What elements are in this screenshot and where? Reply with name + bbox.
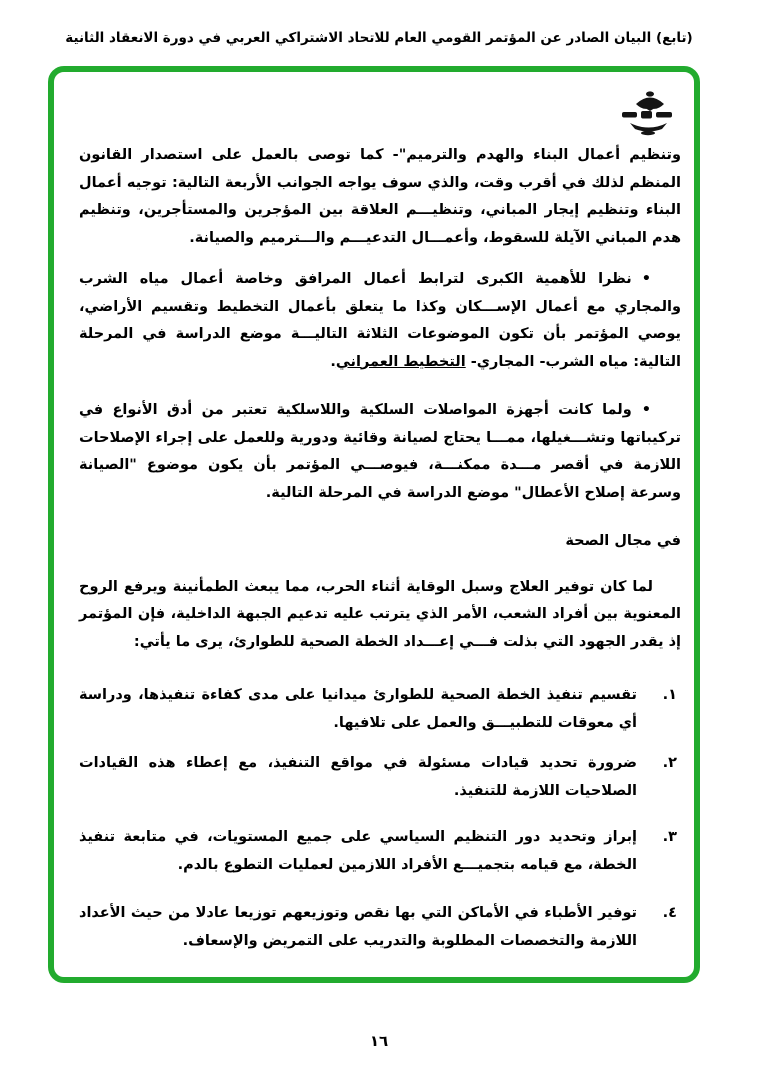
bullet-icon: • xyxy=(641,402,651,418)
list-item-1 xyxy=(79,682,677,737)
list-number: ٤. xyxy=(662,905,677,921)
list-text: إبراز وتحديد دور التنظيم السياسي على جميع المستويات، في متابعة تنفيذ الخطة، مع قيامه بتجميـــع الأفراد اللازمين لعمليات التطوع بالدم. xyxy=(79,829,637,873)
list-item-3 xyxy=(79,824,677,879)
list-text: توفير الأطباء في الأماكن التي بها نقص وتوزيعهم توزيعا عادلا من حيث الأعداد اللازمة والتخصصات المطلوبة والتدريب على التمريض والإسعاف. xyxy=(79,905,637,949)
paragraph-continuation: وتنظيم أعمال البناء والهدم والترميم"- كما توصى بالعمل على استصدار القانون المنظم لذلك في أقرب وقت، والذي سوف يواجه الجوانب الأربعة التالية: توجيه أعمال البناء وتنظيم إيجار المباني، وتنظيـــم العلاقة بين المؤجرين والمستأجرين، وتنظيم هدم المباني الآيلة للسقوط، وأعمـــال التدعيـــم والـــترميم والصيانة. xyxy=(79,147,681,246)
bullet-text-underlined: التخطيط العمراني xyxy=(335,353,466,370)
bullet-icon: • xyxy=(641,271,651,287)
list-number: ٣. xyxy=(662,829,677,845)
list-text: تقسيم تنفيذ الخطة الصحية للطوارئ ميدانيا على مدى كفاءة تنفيذها، ودراسة أي معوقات للتطبيـــق والعمل على تلافيها. xyxy=(79,687,637,731)
list-number: ٢. xyxy=(662,755,677,771)
bullet-text: ولما كانت أجهزة المواصلات السلكية واللاسلكية تعتبر من أدق الأنواع في تركيباتها وتشـــغيلها، ممـــا يحتاج لصيانة وقائية ودورية وللعمل على إجراء الإصلاحات اللازمة في أقصر مـــدة ممكنـــة، فيوصـــي المؤتمر بأن يكون موضوع "الصيانة وسرعة إصلاح الأعطال" موضع الدراسة في المرحلة التالية. xyxy=(79,402,681,501)
paragraph-intro-health: لما كان توفير العلاج وسبل الوقاية أثناء الحرب، مما يبعث الطمأنينة ويرفع الروح المعنوية بين أفراد الشعب، الأمر الذي يترتب عليه تدعيم الجبهة الداخلية، فإن المؤتمر إذ يقدر الجهود التي بذلت فـــي إعـــداد الخطة الصحية للطوارئ، يرى ما يأتي: xyxy=(79,578,681,650)
page-number: ١٦ xyxy=(369,1032,389,1050)
list-item-2 xyxy=(79,750,677,805)
bullet-text-suffix: . xyxy=(330,353,336,370)
section-heading-health: في مجال الصحة xyxy=(565,533,681,549)
bullet-item-utilities xyxy=(79,266,681,376)
page-header-title: (تابع) البيان الصادر عن المؤتمر القومي العام للاتحاد الاشتراكي العربي في دورة الانعقاد الثانية xyxy=(65,30,693,46)
list-text: ضرورة تحديد قيادات مسئولة في مواقع التنفيذ، مع إعطاء هذه القيادات الصلاحيات اللازمة للتنفيذ. xyxy=(79,755,637,799)
bullet-item-communications xyxy=(79,397,681,507)
bullet-text: نظرا للأهمية الكبرى لترابط أعمال المرافق وخاصة أعمال مياه الشرب والمجاري مع أعمال الإســـكان وكذا ما يتعلق بأعمال التخطيط وتقسيم الأراضي، يوصي المؤتمر بأن تكون الموضوعات الثلاثة التاليـــة موضع الدراسة في المرحلة التالية: مياه الشرب- المجاري- xyxy=(79,271,681,370)
document-content xyxy=(54,72,694,968)
list-item-4 xyxy=(79,900,677,955)
list-number: ١. xyxy=(662,687,677,703)
document-frame xyxy=(48,66,700,983)
